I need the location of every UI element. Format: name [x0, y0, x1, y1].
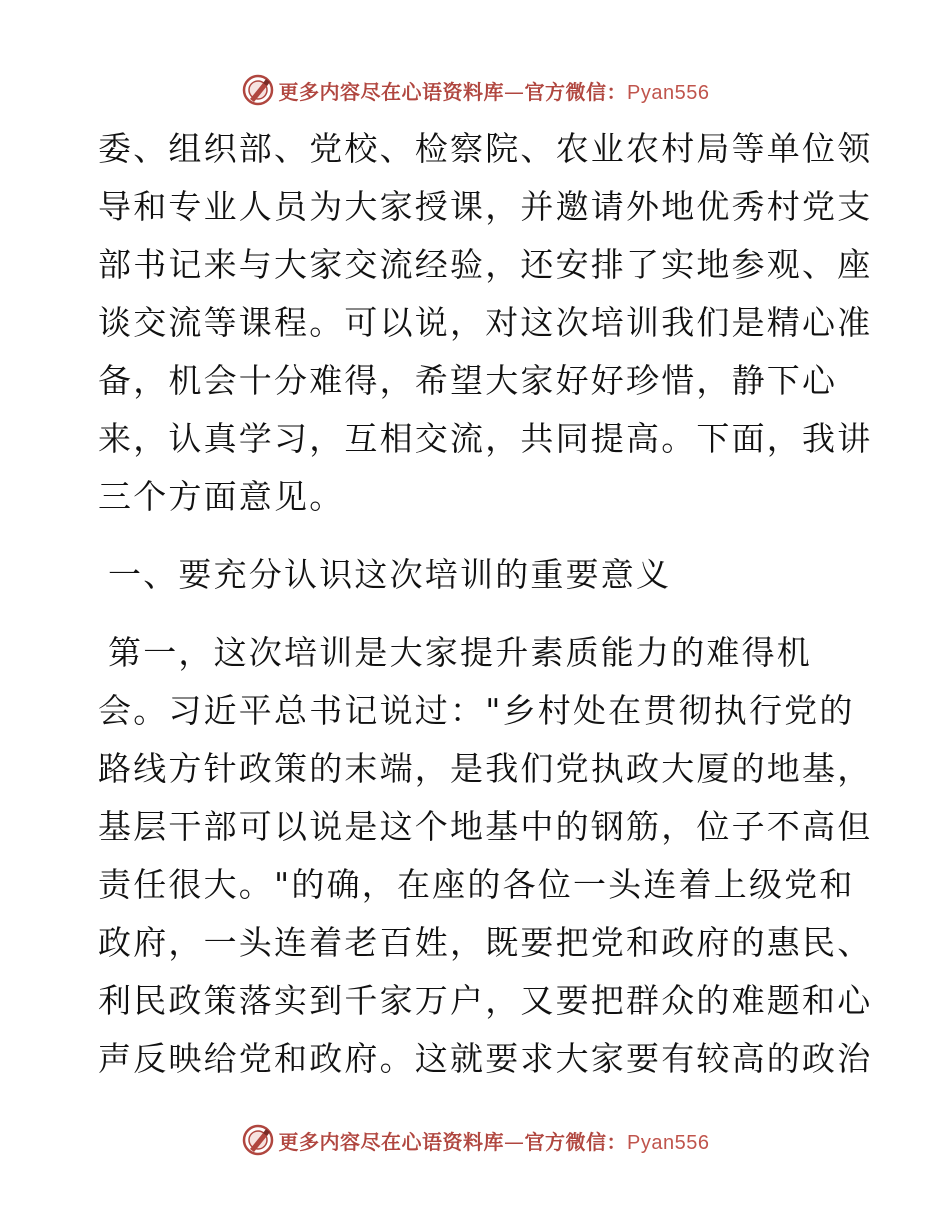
section-heading: 一、要充分认识这次培训的重要意义: [108, 555, 672, 594]
header-banner-text: [279, 76, 710, 105]
pen-logo-icon: [241, 1123, 275, 1157]
footer-banner: [0, 1120, 950, 1160]
header-site-text: 更多内容尽在心语资料库: [278, 79, 505, 104]
text-line: 第一，这次培训是大家提升素质能力的难得机: [108, 633, 812, 672]
text-line: 会。习近平总书记说过："乡村处在贯彻执行党的: [98, 691, 855, 730]
footer-wechat-label: 官方微信：: [524, 1129, 628, 1154]
footer-wechat-id: Pyan556: [627, 1131, 710, 1154]
text-line: 备，机会十分难得，希望大家好好珍惜，静下心: [98, 361, 838, 400]
pen-logo-icon: [241, 73, 275, 107]
text-line: 路线方针政策的末端，是我们党执政大厦的地基，: [98, 749, 873, 788]
header-banner: [0, 70, 950, 110]
text-line: 导和专业人员为大家授课，并邀请外地优秀村党支: [98, 187, 873, 226]
footer-separator: —: [504, 1129, 525, 1154]
text-line: 利民政策落实到千家万户，又要把群众的难题和心: [98, 981, 873, 1020]
text-line: 三个方面意见。: [98, 477, 345, 516]
text-line: 政府，一头连着老百姓，既要把党和政府的惠民、: [98, 923, 873, 962]
text-line: 来，认真学习，互相交流，共同提高。下面，我讲: [98, 419, 873, 458]
header-wechat-label: 官方微信：: [524, 79, 628, 104]
paragraph-gap: [98, 604, 858, 624]
footer-site-text: 更多内容尽在心语资料库: [278, 1129, 505, 1154]
header-separator: —: [504, 79, 525, 104]
paragraph-2: [98, 624, 873, 1088]
text-line: 谈交流等课程。可以说，对这次培训我们是精心准: [98, 303, 873, 342]
text-line: 声反映给党和政府。这就要求大家要有较高的政治: [98, 1039, 873, 1078]
text-line: 部书记来与大家交流经验，还安排了实地参观、座: [98, 245, 873, 284]
paragraph-1: [98, 120, 873, 526]
text-line: 基层干部可以说是这个地基中的钢筋，位子不高但: [98, 807, 873, 846]
footer-banner-text: [279, 1126, 710, 1155]
header-wechat-id: Pyan556: [627, 81, 710, 104]
document-body: [98, 120, 873, 1088]
paragraph-gap: [98, 526, 858, 546]
text-line: 责任很大。"的确，在座的各位一头连着上级党和: [98, 865, 855, 904]
text-line: 委、组织部、党校、检察院、农业农村局等单位领: [98, 129, 873, 168]
